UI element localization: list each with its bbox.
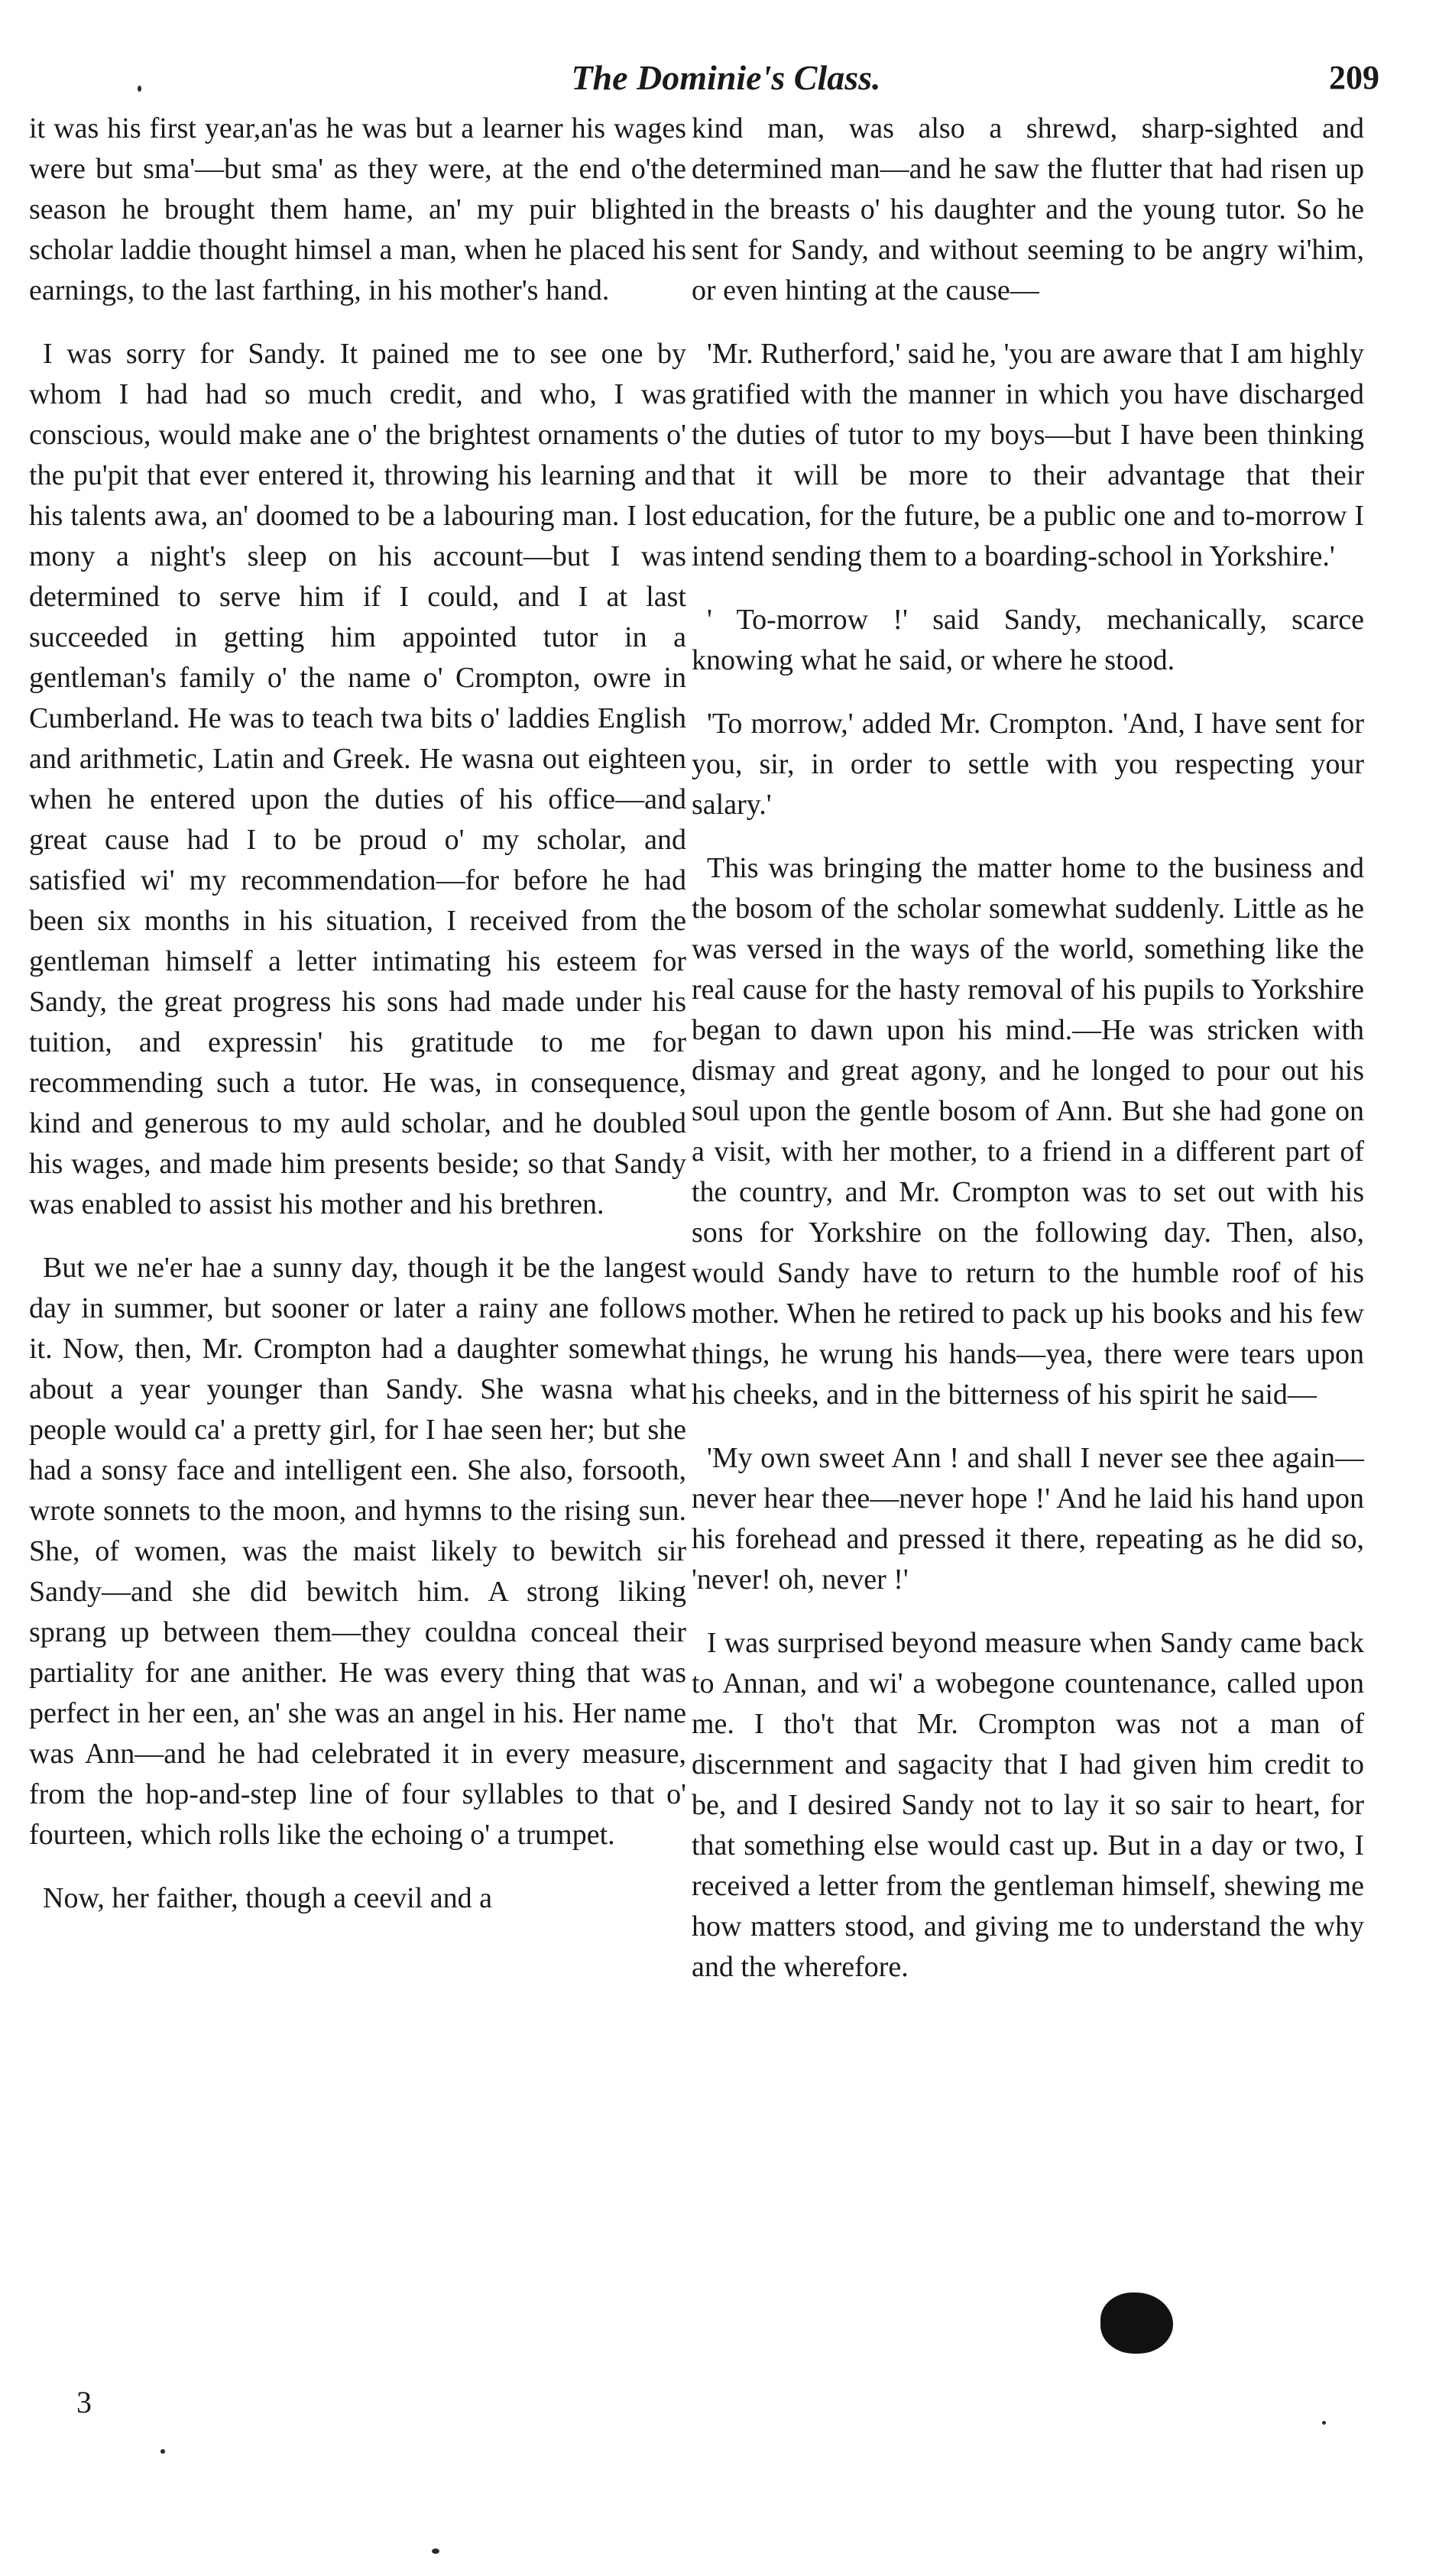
signature-mark: 3: [76, 2385, 92, 2419]
ink-speck: [138, 86, 141, 92]
paragraph: 'To morrow,' added Mr. Crompton. 'And, I have sent for you, sir, in order to settle with you respecting your salary.': [692, 708, 1364, 821]
paragraph: 'My own sweet Ann ! and shall I never see thee again—never hear thee—never hope !' And he laid his hand upon his forehead and pressed it there, repeating as he did so, 'never! oh, never !': [692, 1442, 1364, 1596]
paragraph: kind man, was also a shrewd, sharp-sighted and determined man—and he saw the flutter that had risen up in the breasts o' his daughter and the young tutor. So he sent for Sandy, and without seeming to be angry wi'him, or even hinting at the cause—: [692, 112, 1364, 306]
paragraph: ' To-morrow !' said Sandy, mechanically, scarce knowing what he said, or where he stood.: [692, 604, 1364, 676]
ink-speck: [160, 2449, 165, 2454]
paragraph: Now, her faither, though a ceevil and a: [43, 1882, 492, 1914]
page-number: 209: [1329, 59, 1379, 96]
paragraph: 'Mr. Rutherford,' said he, 'you are aware that I am highly gratified with the manner in which you have discharged the duties of tutor to my boys—but I have been thinking that it will be more to their advantage that their education, for the future, be a public one and to-morrow I intend sending them to a boarding-school in Yorkshire.': [692, 338, 1364, 572]
ink-blot: [1100, 2292, 1173, 2354]
left-column: [29, 109, 686, 1942]
paragraph: This was bringing the matter home to the business and the bosom of the scholar somewhat suddenly. Little as he was versed in the ways of the world, something like the real cause for the hasty removal of his pupils to Yorkshire began to dawn upon his mind.—He was stricken with dismay and great agony, and he longed to pour out his soul upon the gentle bosom of Ann. But she had gone on a visit, with her mother, to a friend in a different part of the country, and Mr. Crompton was to set out with his sons for Yorkshire on the following day. Then, also, would Sandy have to return to the humble roof of his mother. When he retired to pack up his books and his few things, he wrung his hands—yea, there were tears upon his cheeks, and in the bitterness of his spirit he said—: [692, 852, 1364, 1411]
paragraph: I was surprised beyond measure when Sandy came back to Annan, and wi' a wobegone countenance, called upon me. I tho't that Mr. Crompton was not a man of discernment and sagacity that I had given him credit to be, and I desired Sandy not to lay it so sair to heart, for that something else would cast up. But in a day or two, I received a letter from the gentleman himself, shewing me how matters stood, and giving me to understand the why and the wherefore.: [692, 1627, 1364, 1983]
ink-speck: [432, 2548, 439, 2554]
paragraph: I was sorry for Sandy. It pained me to see one by whom I had had so much credit, and who, I was conscious, would make ane o' the brightest ornaments o' the pu'pit that ever entered it, throwing his learning and his talents awa, an' doomed to be a labouring man. I lost mony a night's sleep on his account—but I was determined to serve him if I could, and I at last succeeded in getting him appointed tutor in a gentleman's family o' the name o' Crompton, owre in Cumberland. He was to teach twa bits o' laddies English and arithmetic, Latin and Greek. He wasna out eighteen when he entered upon the duties of his office—and great cause had I to be proud o' my scholar, and satisfied wi' my recommendation—for before he had been six months in his situation, I received from the gentleman himself a letter intimating his esteem for Sandy, the great progress his sons had made under his tuition, and expressin' his gratitude to me for recommending such a tutor. He was, in consequence, kind and generous to my auld scholar, and he doubled his wages, and made him presents beside; so that Sandy was enabled to assist his mother and his brethren.: [29, 338, 686, 1220]
ink-speck: [1322, 2421, 1326, 2425]
running-title: The Dominie's Class.: [571, 58, 881, 97]
paragraph: it was his first year,an'as he was but a learner his wages were but sma'—but sma' as they were, at the end o'the season he brought them hame, an' my puir blighted scholar laddie thought himsel a man, when he placed his earnings, to the last farthing, in his mother's hand.: [29, 112, 686, 306]
right-column: [692, 109, 1364, 2011]
paragraph: But we ne'er hae a sunny day, though it be the langest day in summer, but sooner or later a rainy ane follows it. Now, then, Mr. Crompton had a daughter somewhat about a year younger than Sandy. She wasna what people would ca' a pretty girl, for I hae seen her; but she had a sonsy face and intelligent een. She also, forsooth, wrote sonnets to the moon, and hymns to the rising sun. She, of women, was the maist likely to bewitch sir Sandy—and she did bewitch him. A strong liking sprang up between them—they couldna conceal their partiality for ane anither. He was every thing that was perfect in her een, an' she was an angel in his. Her name was Ann—and he had celebrated it in every measure, from the hop-and-step line of four syllables to that o' fourteen, which rolls like the echoing o' a trumpet.: [29, 1252, 686, 1851]
running-head: [0, 47, 1452, 109]
